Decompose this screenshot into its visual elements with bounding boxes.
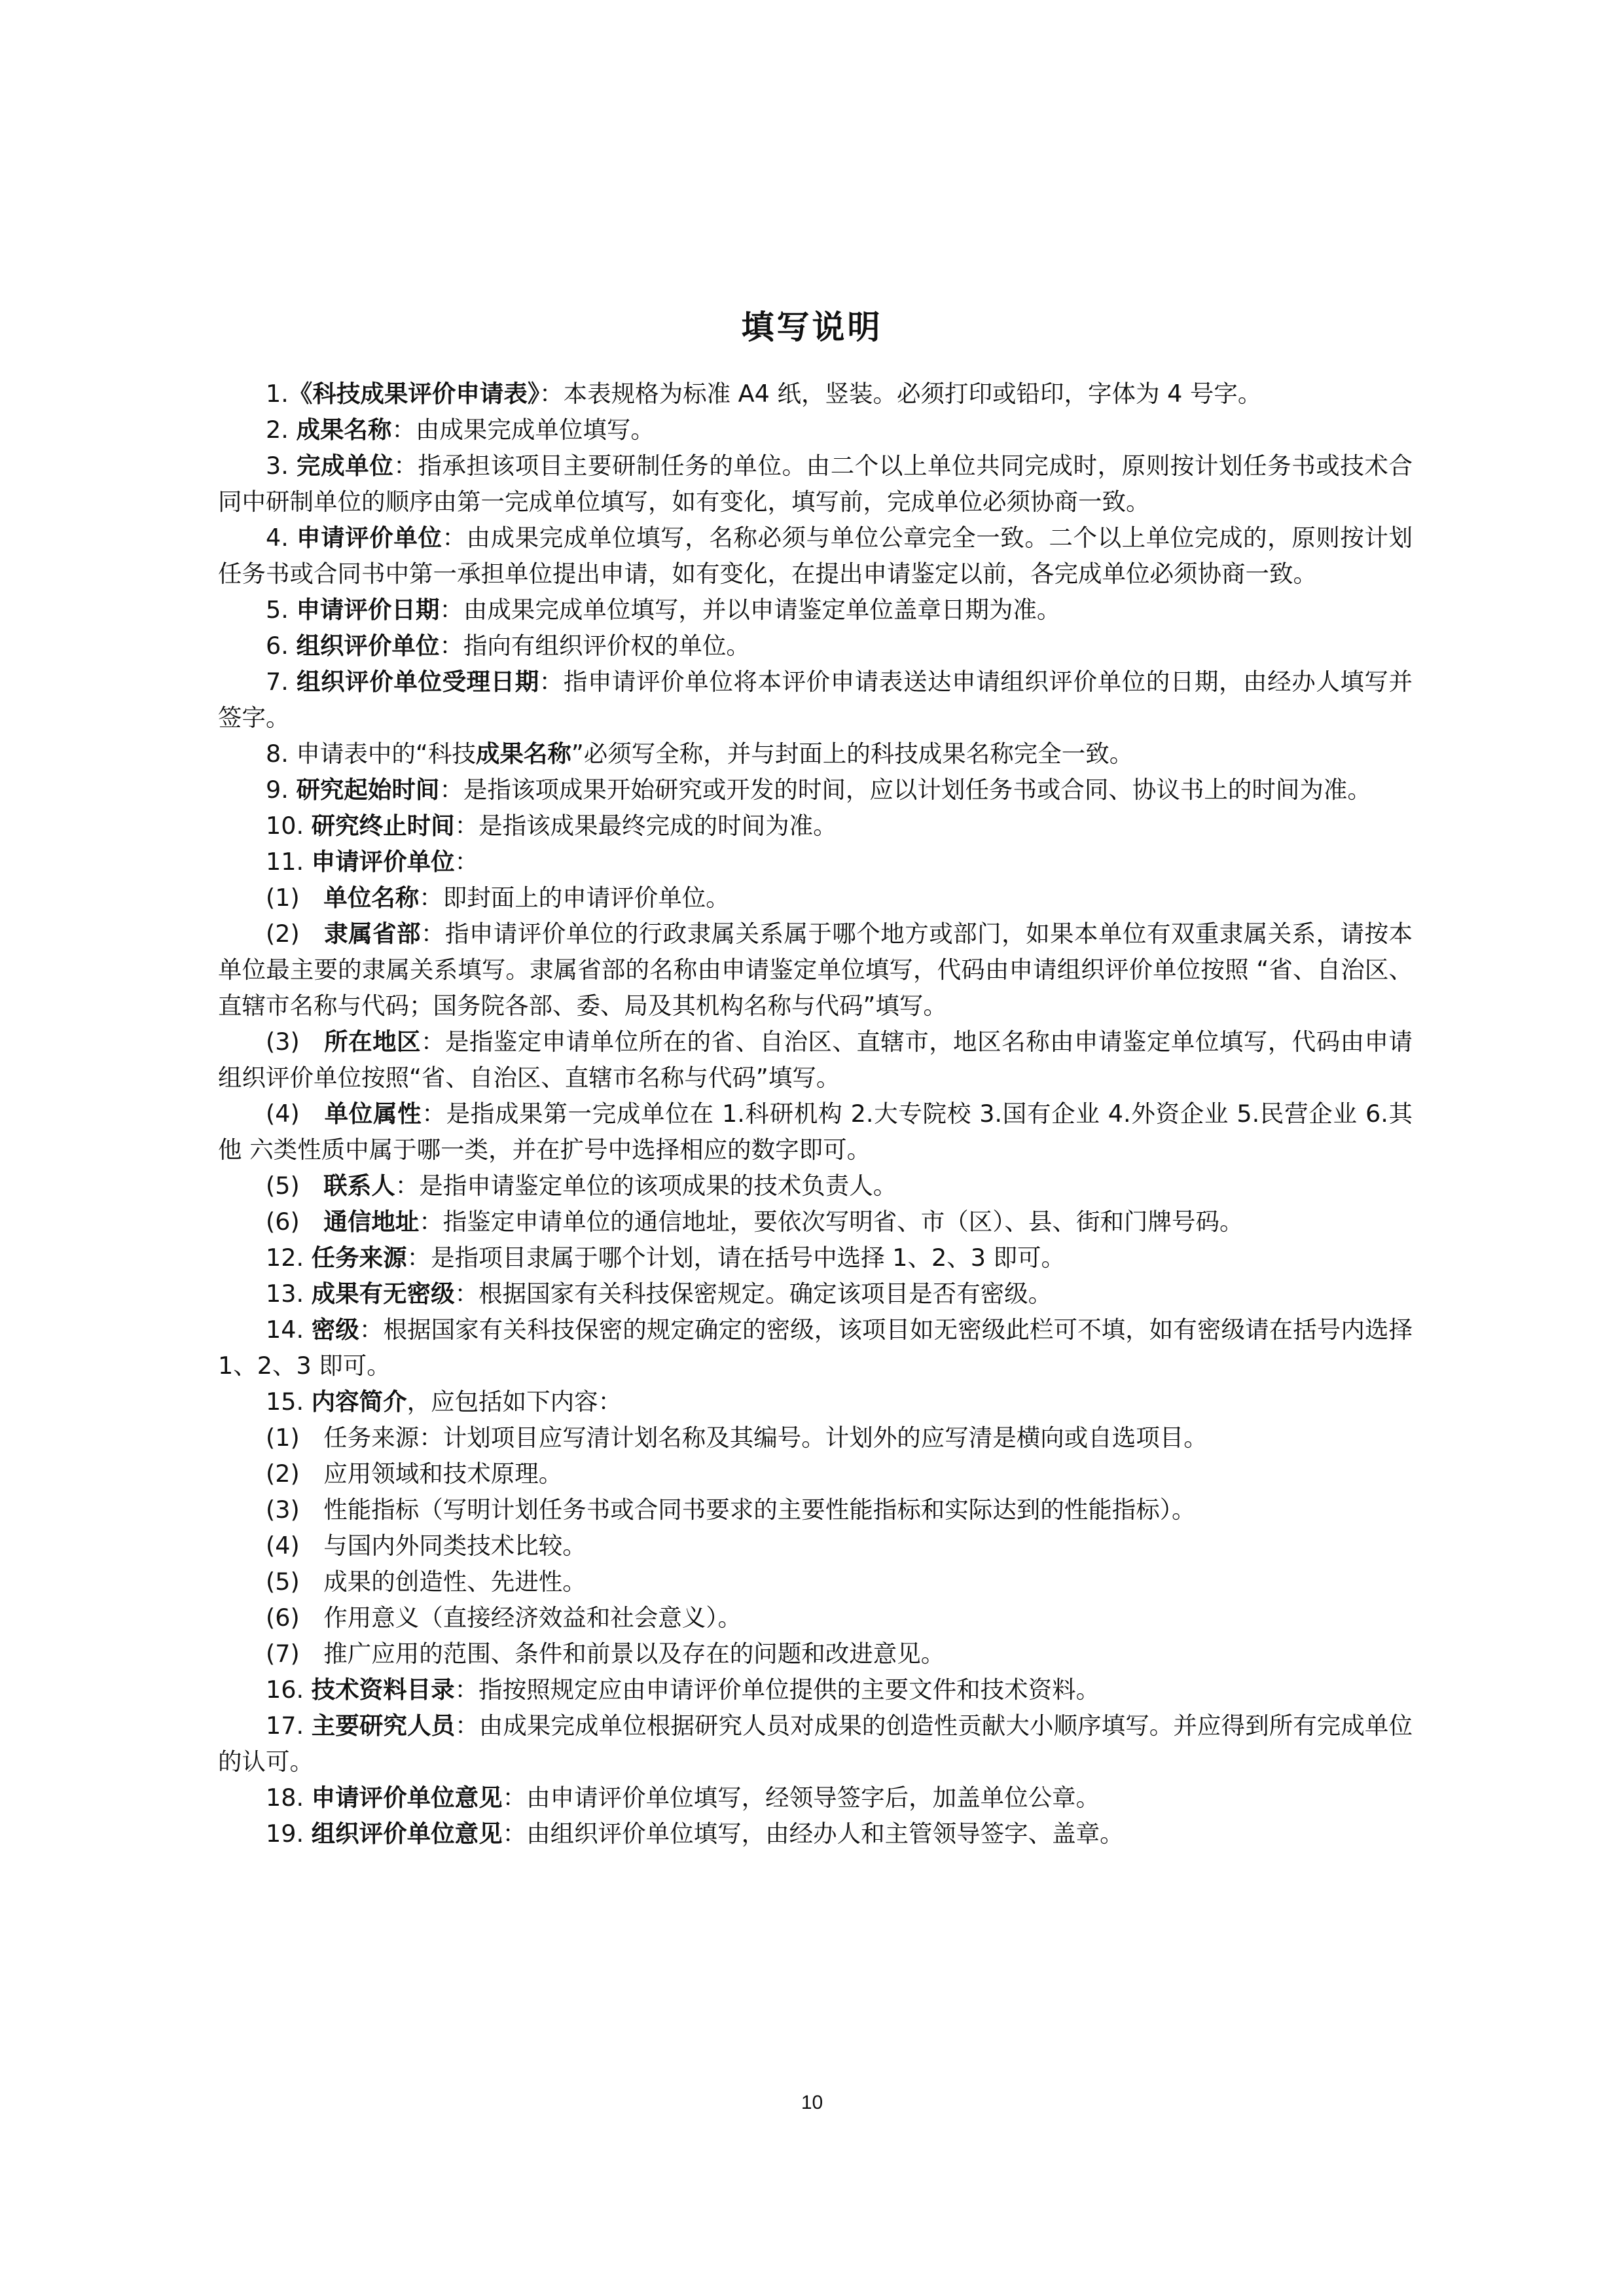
item-number: 17. — [266, 1712, 312, 1740]
item-number: (5) — [266, 1568, 324, 1596]
item-label: 联系人 — [323, 1172, 395, 1200]
instructions-list — [218, 376, 1413, 1852]
instruction-item — [218, 664, 1413, 736]
instruction-item — [218, 592, 1413, 628]
item-number: 1. — [266, 380, 289, 408]
item-text: ：是指该成果最终完成的时间为准。 — [454, 812, 837, 840]
item-number: (7) — [266, 1640, 324, 1668]
instruction-item — [218, 1168, 1413, 1204]
instruction-item — [218, 1384, 1413, 1420]
instruction-item — [218, 1564, 1413, 1600]
item-number: (6) — [266, 1208, 324, 1236]
item-text: ：指承担该项目主要研制任务的单位。由二个以上单位共同完成时，原则按计划任务书或技术合同中研制单位的顺序由第一完成单位填写，如有变化，填写前，完成单位必须协商一致。 — [218, 452, 1413, 516]
item-text: ：根据国家有关科技保密的规定确定的密级，该项目如无密级此栏可不填，如有密级请在括号内选择 1、2、3 即可。 — [218, 1316, 1413, 1380]
item-text: ：是指该项成果开始研究或开发的时间，应以计划任务书或合同、协议书上的时间为准。 — [439, 776, 1371, 804]
item-text: ：由申请评价单位填写，经领导签字后，加盖单位公章。 — [502, 1784, 1100, 1812]
page-title: 填写说明 — [741, 308, 883, 346]
item-label: 《科技成果评价申请表》 — [288, 380, 540, 408]
item-text: ：是指鉴定申请单位所在的省、自治区、直辖市，地区名称由申请鉴定单位填写，代码由申请组织评价单位按照“省、自治区、直辖市名称与代码”填写。 — [218, 1028, 1413, 1092]
instruction-item — [218, 412, 1413, 448]
instruction-item — [218, 1708, 1413, 1780]
item-text: ：指申请评价单位的行政隶属关系属于哪个地方或部门，如果本单位有双重隶属关系，请按本单位最主要的隶属关系填写。隶属省部的名称由申请鉴定单位填写，代码由申请组织评价单位按照 “省、自治区、直辖市名称与代码；国务院各部、委、局及其机构名称与代码”填写。 — [218, 920, 1413, 1020]
item-text: ：由成果完成单位填写。 — [391, 416, 655, 444]
instruction-item — [218, 1816, 1413, 1852]
item-number: (6) — [266, 1604, 324, 1632]
instruction-item — [218, 1600, 1413, 1636]
item-number: 11. — [266, 848, 312, 876]
item-number: 9. — [266, 776, 297, 804]
item-label: 单位名称 — [323, 884, 420, 912]
instruction-item — [218, 1492, 1413, 1528]
item-label: 任务来源 — [311, 1244, 407, 1272]
item-number: 6. — [266, 632, 297, 660]
item-number: (2) — [266, 920, 325, 948]
instruction-item — [218, 1096, 1413, 1168]
item-text: ：指向有组织评价权的单位。 — [439, 632, 750, 660]
item-number: 4. — [266, 524, 297, 552]
item-label: 申请评价单位意见 — [311, 1784, 503, 1812]
instruction-item — [218, 628, 1413, 664]
instruction-item — [218, 844, 1413, 880]
item-label: 研究终止时间 — [311, 812, 455, 840]
instruction-item — [218, 1528, 1413, 1564]
item-text: ：根据国家有关科技保密规定。确定该项目是否有密级。 — [454, 1280, 1053, 1308]
instruction-item — [218, 1204, 1413, 1240]
item-number: (3) — [266, 1496, 324, 1524]
instruction-item — [218, 1672, 1413, 1708]
item-number: (4) — [266, 1100, 325, 1128]
item-text: ： — [454, 848, 479, 876]
item-label: 申请评价单位 — [311, 848, 455, 876]
item-number: 10. — [266, 812, 312, 840]
instruction-item — [218, 448, 1413, 520]
item-text: ：是指申请鉴定单位的该项成果的技术负责人。 — [395, 1172, 897, 1200]
item-text: ：指按照规定应由申请评价单位提供的主要文件和技术资料。 — [454, 1676, 1100, 1704]
instruction-item — [218, 808, 1413, 844]
item-text: ：指申请评价单位将本评价申请表送达申请组织评价单位的日期，由经办人填写并签字。 — [218, 668, 1413, 732]
item-number: 3. — [266, 452, 297, 480]
instruction-item — [218, 376, 1413, 412]
item-text: ：即封面上的申请评价单位。 — [419, 884, 730, 912]
instruction-item — [218, 736, 1413, 772]
item-label: 成果有无密级 — [311, 1280, 455, 1308]
item-text: ：是指成果第一完成单位在 1.科研机构 2.大专院校 3.国有企业 4.外资企业 5.民营企业 6.其他 六类性质中属于哪一类，并在扩号中选择相应的数字即可。 — [218, 1100, 1413, 1164]
item-number: (4) — [266, 1532, 324, 1560]
item-number: (3) — [266, 1028, 325, 1056]
item-number: 19. — [266, 1820, 312, 1848]
item-number: (1) — [266, 884, 324, 912]
item-text: ，应包括如下内容： — [406, 1388, 623, 1416]
instruction-item — [218, 772, 1413, 808]
item-text: ：由成果完成单位填写，名称必须与单位公章完全一致。二个以上单位完成的，原则按计划任务书或合同书中第一承担单位提出申请，如有变化，在提出申请鉴定以前，各完成单位必须协商一致。 — [218, 524, 1413, 588]
item-text: 任务来源：计划项目应写清计划名称及其编号。计划外的应写清是横向或自选项目。 — [323, 1424, 1208, 1452]
item-label: 完成单位 — [297, 452, 394, 480]
item-number: 8. 申请表中的“科技 — [266, 740, 476, 768]
item-text: 成果的创造性、先进性。 — [323, 1568, 586, 1596]
item-text: ：指鉴定申请单位的通信地址，要依次写明省、市（区）、县、街和门牌号码。 — [419, 1208, 1244, 1236]
item-number: 16. — [266, 1676, 312, 1704]
item-text: 与国内外同类技术比较。 — [323, 1532, 586, 1560]
page-number: 10 — [801, 2092, 823, 2113]
instruction-item — [218, 880, 1413, 916]
instruction-item — [218, 520, 1413, 592]
item-number: 14. — [266, 1316, 312, 1344]
item-label: 申请评价日期 — [296, 596, 440, 624]
item-label: 通信地址 — [323, 1208, 420, 1236]
item-text: ：由成果完成单位填写，并以申请鉴定单位盖章日期为准。 — [439, 596, 1061, 624]
item-number: (2) — [266, 1460, 324, 1488]
instruction-item — [218, 1276, 1413, 1312]
instruction-item — [218, 1240, 1413, 1276]
item-label: 组织评价单位受理日期 — [297, 668, 539, 696]
item-label: 申请评价单位 — [297, 524, 442, 552]
item-label: 组织评价单位意见 — [311, 1820, 503, 1848]
instruction-item — [218, 1420, 1413, 1456]
item-text: ：是指项目隶属于哪个计划，请在括号中选择 1、2、3 即可。 — [406, 1244, 1066, 1272]
instruction-item — [218, 1780, 1413, 1816]
item-label: 隶属省部 — [324, 920, 421, 948]
item-label: 所在地区 — [324, 1028, 421, 1056]
instruction-item — [218, 1636, 1413, 1672]
item-label: 成果名称 — [296, 416, 392, 444]
item-label: 成果名称 — [475, 740, 571, 768]
item-text: ：由成果完成单位根据研究人员对成果的创造性贡献大小顺序填写。并应得到所有完成单位的认可。 — [218, 1712, 1413, 1776]
item-text: ：由组织评价单位填写，由经办人和主管领导签字、盖章。 — [502, 1820, 1124, 1848]
instruction-item — [218, 916, 1413, 1024]
item-label: 研究起始时间 — [296, 776, 440, 804]
item-text: 性能指标（写明计划任务书或合同书要求的主要性能指标和实际达到的性能指标）。 — [323, 1496, 1196, 1524]
item-label: 技术资料目录 — [311, 1676, 455, 1704]
item-label: 内容简介 — [311, 1388, 407, 1416]
item-text: 推广应用的范围、条件和前景以及存在的问题和改进意见。 — [323, 1640, 945, 1668]
item-label: 单位属性 — [324, 1100, 422, 1128]
item-number: (1) — [266, 1424, 324, 1452]
item-label: 主要研究人员 — [311, 1712, 456, 1740]
instruction-item — [218, 1456, 1413, 1492]
item-label: 密级 — [311, 1316, 359, 1344]
item-label: 组织评价单位 — [296, 632, 440, 660]
item-text: ：本表规格为标准 A4 纸，竖装。必须打印或铅印，字体为 4 号字。 — [539, 380, 1262, 408]
item-number: (5) — [266, 1172, 324, 1200]
item-number: 12. — [266, 1244, 312, 1272]
item-number: 2. — [266, 416, 297, 444]
item-number: 15. — [266, 1388, 312, 1416]
item-number: 18. — [266, 1784, 312, 1812]
item-text: ”必须写全称，并与封面上的科技成果名称完全一致。 — [571, 740, 1134, 768]
instruction-item — [218, 1024, 1413, 1096]
instruction-item — [218, 1312, 1413, 1384]
item-number: 5. — [266, 596, 297, 624]
item-number: 7. — [266, 668, 297, 696]
item-text: 作用意义（直接经济效益和社会意义）。 — [323, 1604, 742, 1632]
item-number: 13. — [266, 1280, 312, 1308]
item-text: 应用领域和技术原理。 — [323, 1460, 563, 1488]
